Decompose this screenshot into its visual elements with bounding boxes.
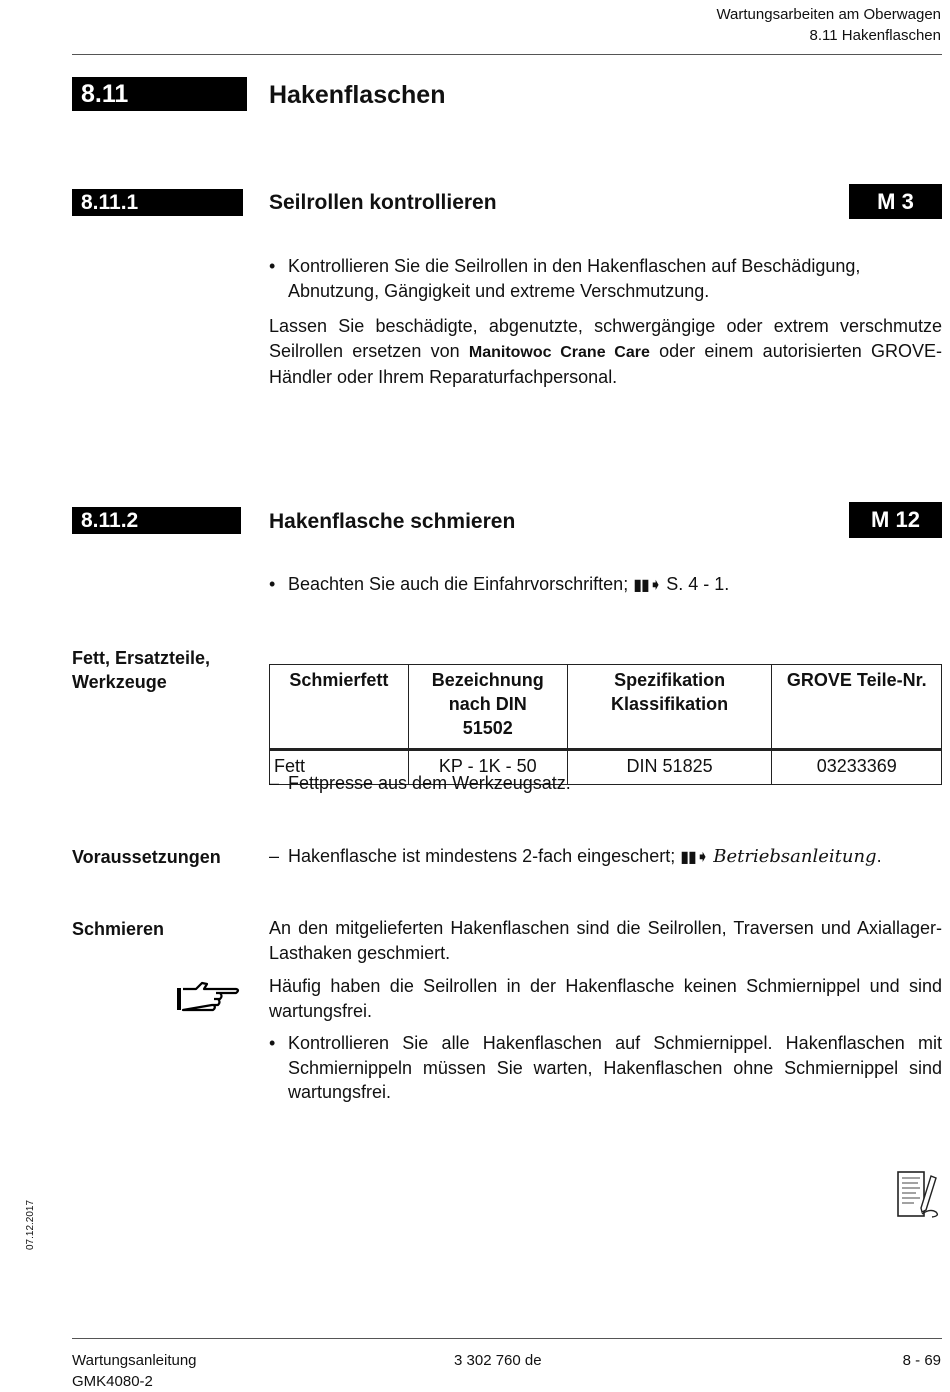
brand-name: Manitowoc Crane Care: [468, 343, 650, 361]
subsection1-bullet: [269, 254, 942, 303]
page-reference[interactable]: S. 4 - 1.: [666, 574, 730, 594]
pointing-hand-icon: [176, 980, 242, 1014]
footer-doc-name: Wartungsanleitung: [72, 1352, 197, 1369]
paragraph-tail: oder einem autorisierten GROVE-Händler oder Ihrem Reparaturfachpersonal.: [269, 340, 942, 387]
manual-reference[interactable]: Betriebsanleitung: [713, 846, 877, 867]
subsection1-number: 8.11.1: [81, 191, 139, 214]
footer-left: [72, 1350, 197, 1392]
subsection2-bullet: [269, 572, 942, 599]
column-header: GROVE Teile-Nr.: [772, 665, 942, 750]
column-header: Bezeichnung nach DIN 51502: [408, 665, 567, 750]
note-paragraph: Häufig haben die Seilrollen in der Hakenflasche keinen Schmiernippel und sind wartungsfrei.: [269, 976, 942, 1021]
checklist-document-icon: [896, 1170, 942, 1220]
materials-label-line1: Fett, Ersatzteile,: [72, 648, 211, 668]
interval-badge-m12: [849, 502, 942, 538]
header-section: 8.11 Hakenflaschen: [809, 27, 941, 44]
subsection1-paragraph: [269, 314, 942, 390]
subsection1-title: Seilrollen kontrollieren: [269, 191, 497, 214]
subsection2-number: 8.11.2: [81, 509, 139, 532]
lubrication-paragraph: An den mitgelieferten Hakenflaschen sind die Seilrollen, Traversen und Axiallager-Lasthaken geschmiert.: [269, 918, 942, 963]
prerequisite-text: Hakenflasche ist mindestens 2-fach eingeschert;: [288, 846, 676, 866]
interval-badge-m3: [849, 184, 942, 219]
materials-label: [72, 646, 210, 694]
table-cell: KP - 1K - 50: [408, 750, 567, 785]
reference-arrow-icon: ▮▮➧: [633, 577, 662, 594]
table-header-row: [270, 665, 942, 750]
reference-arrow-icon: ▮▮➧: [680, 849, 709, 866]
header-rule: [72, 54, 942, 55]
footer-doc-number: 3 302 760 de: [454, 1352, 542, 1369]
subsection2-number-box: [72, 507, 241, 534]
subsection1-number-box: [72, 189, 243, 216]
table-cell: DIN 51825: [567, 750, 772, 785]
paragraph-lead: Lassen Sie beschädigte, abgenutzte, schwergängige oder extrem verschmutze Seilrollen ersetzen von: [269, 316, 942, 361]
column-header: Schmierfett: [270, 665, 409, 750]
lubrication-label: Schmieren: [72, 919, 165, 939]
footer-page-number: 8 - 69: [902, 1352, 941, 1369]
bullet-text: Kontrollieren Sie die Seilrollen in den Hakenflaschen auf Beschädigung, Abnutzung, Gängigkeit und extreme Verschmutzung.: [288, 256, 861, 301]
footer-model: GMK4080-2: [72, 1373, 153, 1390]
reference-period: .: [876, 846, 882, 866]
bullet-dot-icon: •: [269, 1033, 276, 1053]
bullet-dot-icon: •: [269, 256, 276, 276]
interval-label: M 3: [877, 189, 914, 214]
column-header: Spezifikation Klassifikation: [567, 665, 772, 750]
subsection2-title: Hakenflasche schmieren: [269, 510, 516, 533]
section-number-box: [72, 77, 247, 111]
prerequisites-label: Voraussetzungen: [72, 847, 221, 867]
tool-item-text: Fettpresse aus dem Werkzeugsatz.: [288, 773, 571, 793]
materials-label-line2: Werkzeuge: [72, 672, 167, 692]
dash-icon: –: [269, 773, 280, 793]
bullet-dot-icon: •: [269, 574, 276, 594]
section-title: Hakenflaschen: [269, 81, 446, 109]
header-chapter: Wartungsarbeiten am Oberwagen: [716, 6, 941, 23]
footer-rule: [72, 1338, 942, 1339]
grease-table: [269, 664, 942, 785]
dash-icon: –: [269, 846, 280, 866]
print-date: [5, 1190, 65, 1250]
section-number: 8.11: [81, 80, 129, 108]
print-date-text: 07.12.2017: [25, 1199, 36, 1250]
running-header: [716, 4, 941, 46]
table-cell: Fett: [270, 750, 409, 785]
table-cell: 03233369: [772, 750, 942, 785]
lubrication-bullet: [269, 1031, 942, 1105]
bullet-text: Kontrollieren Sie alle Hakenflaschen auf Schmiernippel. Hakenflaschen mit Schmiernippeln müssen Sie warten, Hakenflaschen ohne Schmiernippel sind wartungsfrei.: [288, 1033, 942, 1102]
tool-item: [269, 771, 942, 796]
bullet-text: Beachten Sie auch die Einfahrvorschriften;: [288, 574, 629, 594]
interval-label: M 12: [871, 507, 920, 532]
prerequisite-item: [269, 844, 942, 871]
